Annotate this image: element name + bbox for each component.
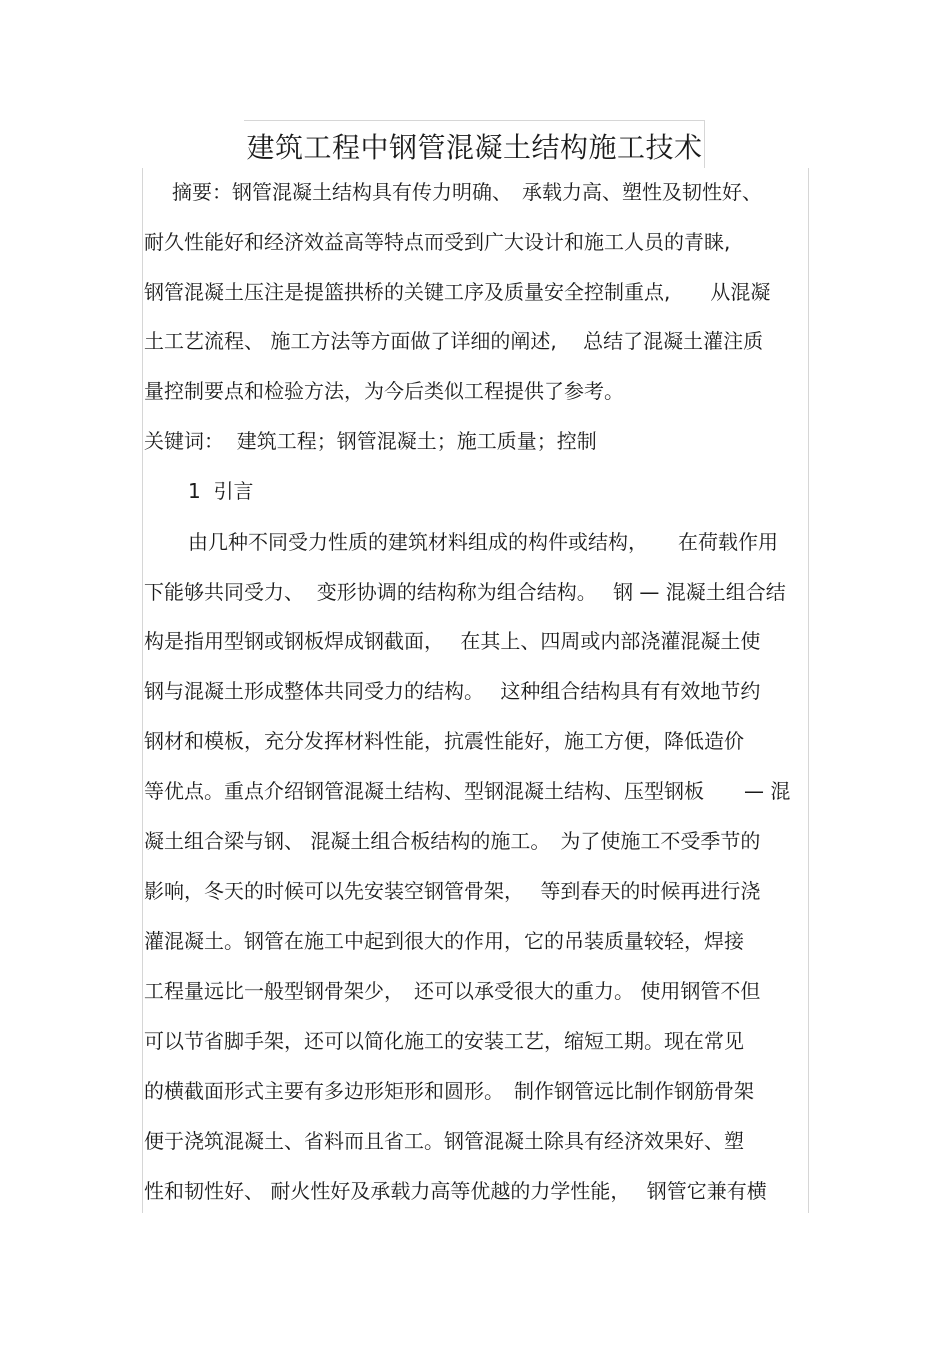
abstract-line: 土工艺流程、 施工方法等方面做了详细的阐述, 总结了混凝土灌注质 [144,329,764,353]
abstract-line: 钢管混凝土压注是提篮拱桥的关键工序及质量安全控制重点, 从混凝 [144,280,771,304]
section-heading: 1 引言 [188,479,254,503]
document-title: 建筑工程中钢管混凝土结构施工技术 [246,131,703,164]
abstract-line: 耐久性能好和经济效益高等特点而受到广大设计和施工人员的青睐, [144,230,731,254]
body-line: 下能够共同受力、 变形协调的结构称为组合结构。 钢 — 混凝土组合结 [144,580,786,604]
body-line: 凝土组合梁与钢、 混凝土组合板结构的施工。 为了使施工不受季节的 [144,829,761,853]
body-line: 性和韧性好、 耐火性好及承载力高等优越的力学性能， 钢管它兼有横 [144,1179,767,1203]
keywords: 关键词： 建筑工程；钢管混凝土；施工质量；控制 [144,429,597,453]
body-line: 钢与混凝土形成整体共同受力的结构。 这种组合结构具有有效地节约 [144,679,761,703]
body-line: 等优点。重点介绍钢管混凝土结构、型钢混凝土结构、压型钢板 — 混 [144,779,791,803]
body-line: 便于浇筑混凝土、省料而且省工。钢管混凝土除具有经济效果好、塑 [144,1129,744,1153]
abstract-line: 量控制要点和检验方法，为今后类似工程提供了参考。 [144,379,624,403]
body-line: 的横截面形式主要有多边形矩形和圆形。 制作钢管远比制作钢筋骨架 [144,1079,754,1103]
body-line: 钢材和模板，充分发挥材料性能，抗震性能好，施工方便，降低造价 [144,729,744,753]
body-line: 可以节省脚手架，还可以简化施工的安装工艺，缩短工期。现在常见 [144,1029,744,1053]
body-line: 影响，冬天的时候可以先安装空钢管骨架， 等到春天的时候再进行浇 [144,879,761,903]
body-line: 工程量远比一般型钢骨架少， 还可以承受很大的重力。 使用钢管不但 [144,979,761,1003]
body-line: 由几种不同受力性质的建筑材料组成的构件或结构， 在荷载作用 [188,530,778,554]
abstract-line: 摘要：钢管混凝土结构具有传力明确、 承载力高、塑性及韧性好、 [172,180,762,204]
body-line: 灌混凝土。钢管在施工中起到很大的作用，它的吊装质量较轻，焊接 [144,929,744,953]
body-line: 构是指用型钢或钢板焊成钢截面， 在其上、四周或内部浇灌混凝土使 [144,629,761,653]
